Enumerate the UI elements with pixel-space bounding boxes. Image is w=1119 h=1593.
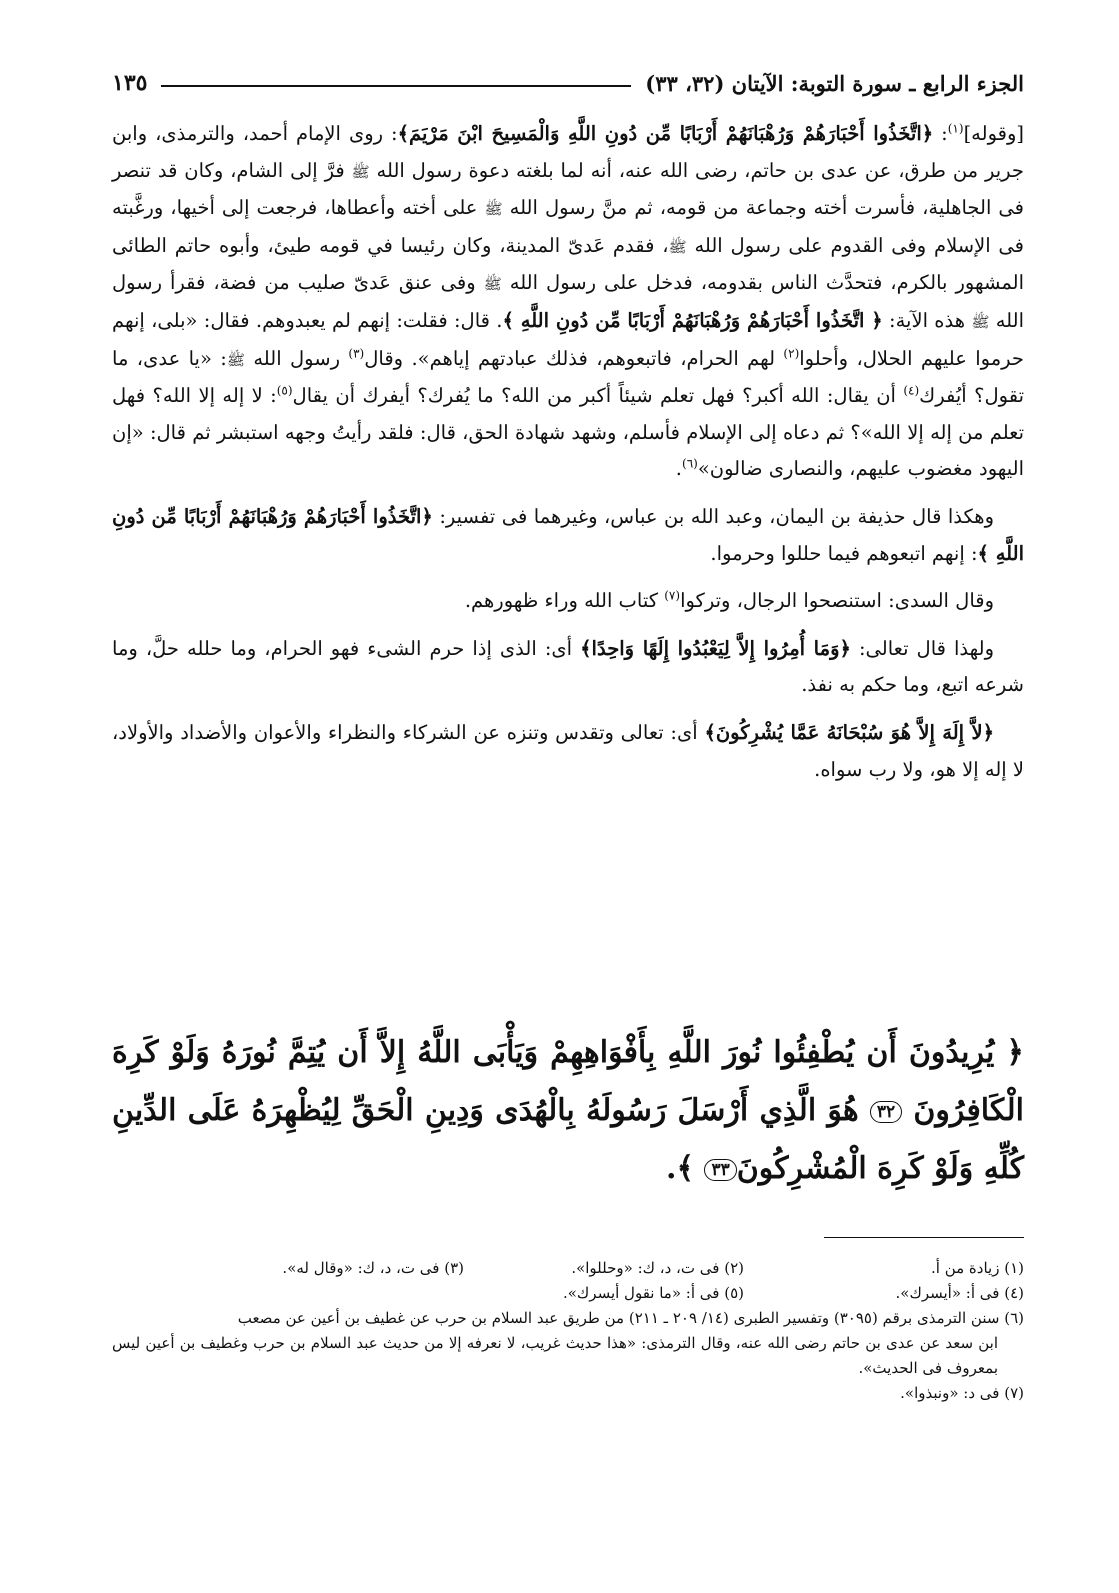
commentary-body [112,116,1024,799]
footnote-ref: (٤) [903,383,920,398]
text: على أخته وأعطاها، فرجعت إلى أخيها، ورغَّبته فى الإسلام وفى القدوم على رسول الله [112,196,1025,257]
salawat-glyph: ﷺ [484,200,503,219]
quran-quote: ﴿اتَّخَذُوا أَحْبَارَهُمْ وَرُهْبَانَهُمْ أَرْبَابًا مِّن دُونِ اللَّهِ وَالْمَسِيحَ ابْنَ مَرْيَمَ﴾ [397,122,934,145]
paragraph-2 [112,499,1024,572]
quran-quote: ﴿وَمَا أُمِرُوا إِلاَّ لِيَعْبُدُوا إِلَهًا وَاحِدًا﴾ [580,636,851,660]
quran-quote: ﴿ اتَّخَذُوا أَحْبَارَهُمْ وَرُهْبَانَهُمْ أَرْبَابًا مِّن دُونِ اللَّهِ ﴾ [502,308,883,332]
text: وفى عنق عَدىّ صليب من فضة، فقرأ رسول الله [112,271,1024,332]
footnote-ref: (٣) [348,346,365,361]
footnote-row [112,1281,1024,1306]
ayah-number-32: ٣٢ [870,1101,902,1123]
salawat-glyph: ﷺ [351,162,370,181]
text: ولهذا قال تعالى: [850,636,994,660]
paragraph-3 [112,583,1024,620]
quran-quote: ﴿لاَّ إِلَهَ إِلاَّ هُوَ سُبْحَانَهُ عَمَّا يُشْرِكُونَ﴾ [704,720,994,744]
header-title: الجزء الرابع ـ سورة التوبة: الآيتان (٣٢، ٣٣) [645,70,1024,96]
salawat-glyph: ﷺ [226,350,245,369]
text: هذه الآية: [882,308,972,332]
text: : [933,122,948,145]
text: فرَّ إلى الشام، وكان قد تنصر فى الجاهلية، فأسرت أخته وجماعة من قومه، ثم منَّ رسول الله [112,158,1024,220]
header-rule [161,85,631,87]
running-header [112,66,1024,100]
footnote-4: (٤) فى أ: «أيسرك». [895,1284,1024,1302]
ayah-number-33: ٣٣ [704,1159,736,1181]
text: أى: تعالى وتقدس وتنزه عن الشركاء والنظراء والأعوان والأضداد والأولاد، لا إله إلا هو، ولا رب سواه. [112,720,1024,781]
verse-32-text: ﴿ يُرِيدُونَ أَن يُطْفِئُوا نُورَ اللَّهِ بِأَفْوَاهِهِمْ وَيَأْبَى اللَّهُ إِلاَّ أَن يُتِمَّ نُورَهُ وَلَوْ كَرِهَ الْكَافِرُونَ [112,1035,1024,1128]
footnote-ref: (٢) [783,346,800,361]
text: وهكذا قال حذيفة بن اليمان، وعبد الله بن عباس، وغيرهما فى تفسير: [432,504,994,528]
footnote-row [112,1256,1024,1281]
footnote-6 [112,1306,1024,1381]
text: لهم الحرام، فاتبعوهم، فذلك عبادتهم إياهم». وقال [364,346,784,370]
text: ، فقدم عَدىّ المدينة، وكان رئيسا في قومه طيئ، وأبوه حاتم الطائى المشهور بالكرم، فتحدَّث الناس بقدومه، فدخل على رسول الله [112,233,1024,295]
salawat-glyph: ﷺ [668,237,687,256]
paragraph-1 [112,116,1024,488]
footnote-5: (٥) فى أ: «ما نقول أيسرك». [562,1284,744,1302]
text: أى: الذى إذا حرم الشىء فهو الحرام، وما حلله حلَّ، وما شرعه اتبع، وما حكم به نفذ. [112,636,1024,697]
footnote-3: (٣) فى ت، د، ك: «وقال له». [282,1259,464,1277]
verse-block [112,1024,1024,1198]
text: : «يا عدى، ما تقول؟ أيُفرك [112,346,1024,408]
text: رسول الله [244,346,349,370]
salawat-glyph: ﷺ [971,312,990,331]
footnote-1: (١) زيادة من أ. [931,1259,1024,1277]
text: كتاب الله وراء ظهورهم. [464,589,665,613]
paragraph-4 [112,631,1024,704]
text: : إنهم اتبعوهم فيما حللوا وحرموا. [710,541,978,565]
footnote-ref: (١) [947,121,964,136]
footnote-7-text: (٧) فى د: «ونبذوا». [900,1384,1024,1402]
footnote-7 [112,1381,1024,1406]
verse-33-text: هُوَ الَّذِي أَرْسَلَ رَسُولَهُ بِالْهُدَى وَدِينِ الْحَقِّ لِيُظْهِرَهُ عَلَى الدِّينِ كُلِّهِ وَلَوْ كَرِهَ الْمُشْرِكُونَ [112,1093,1024,1186]
text: : روى الإمام أحمد، والترمذى، وابن جرير من طرق، عن عدى بن حاتم، رضى الله عنه، أنه لما بلغته دعوة رسول الله [112,122,1024,182]
text: . [675,457,682,481]
text: وقال السدى: استنصحوا الرجال، وتركوا [680,589,994,613]
text: : لا إله إلا الله؟ فهل تعلم من إله إلا الله»؟ ثم دعاه إلى الإسلام فأسلم، وشهد شهادة الحق، قال: فلقد رأيتُ وجهه استبشر ثم قال: «إن اليهود مغضوب عليهم، والنصارى ضالون» [112,384,1024,481]
verse-end: ﴾. [666,1151,705,1186]
paragraph-5 [112,715,1024,788]
text: أن يقال: الله أكبر؟ فهل تعلم شيئاً أكبر من الله؟ ما يُفرك؟ أيفرك أن يقال [292,384,904,408]
text: . قال: فقلت: إنهم لم يعبدوهم. فقال: «بلى، إنهم حرموا عليهم الحلال، وأحلوا [112,308,1024,370]
quran-verses [112,1024,1024,1198]
page-number: ١٣٥ [112,70,148,96]
text: [وقوله] [963,122,1024,145]
footnote-separator [824,1237,1024,1238]
footnote-ref: (٧) [664,588,681,603]
footnote-2: (٢) فى ت، د، ك: «وحللوا». [571,1259,744,1277]
footnote-ref: (٥) [276,383,293,398]
footnote-6-continuation: ابن سعد عن عدى بن حاتم رضى الله عنه، وقال الترمذى: «هذا حديث غريب، لا نعرفه إلا من حديث عبد السلام بن حرب وغطيف بن أعين ليس بمعروف فى الحديث». [112,1334,998,1377]
footnote-ref: (٦) [682,456,698,471]
salawat-glyph: ﷺ [483,275,502,294]
footnotes [112,1256,1024,1406]
footnote-6-line1: (٦) سنن الترمذى برقم (٣٠٩٥) وتفسير الطبرى (١٤/ ٢٠٩ ـ ٢١١) من طريق عبد السلام بن حرب عن غطيف بن أعين عن مصعب [237,1309,1024,1327]
quran-quote: ﴿اتَّخَذُوا أَحْبَارَهُمْ وَرُهْبَانَهُمْ أَرْبَابًا مِّن دُونِ اللَّهِ ﴾ [112,504,1024,565]
